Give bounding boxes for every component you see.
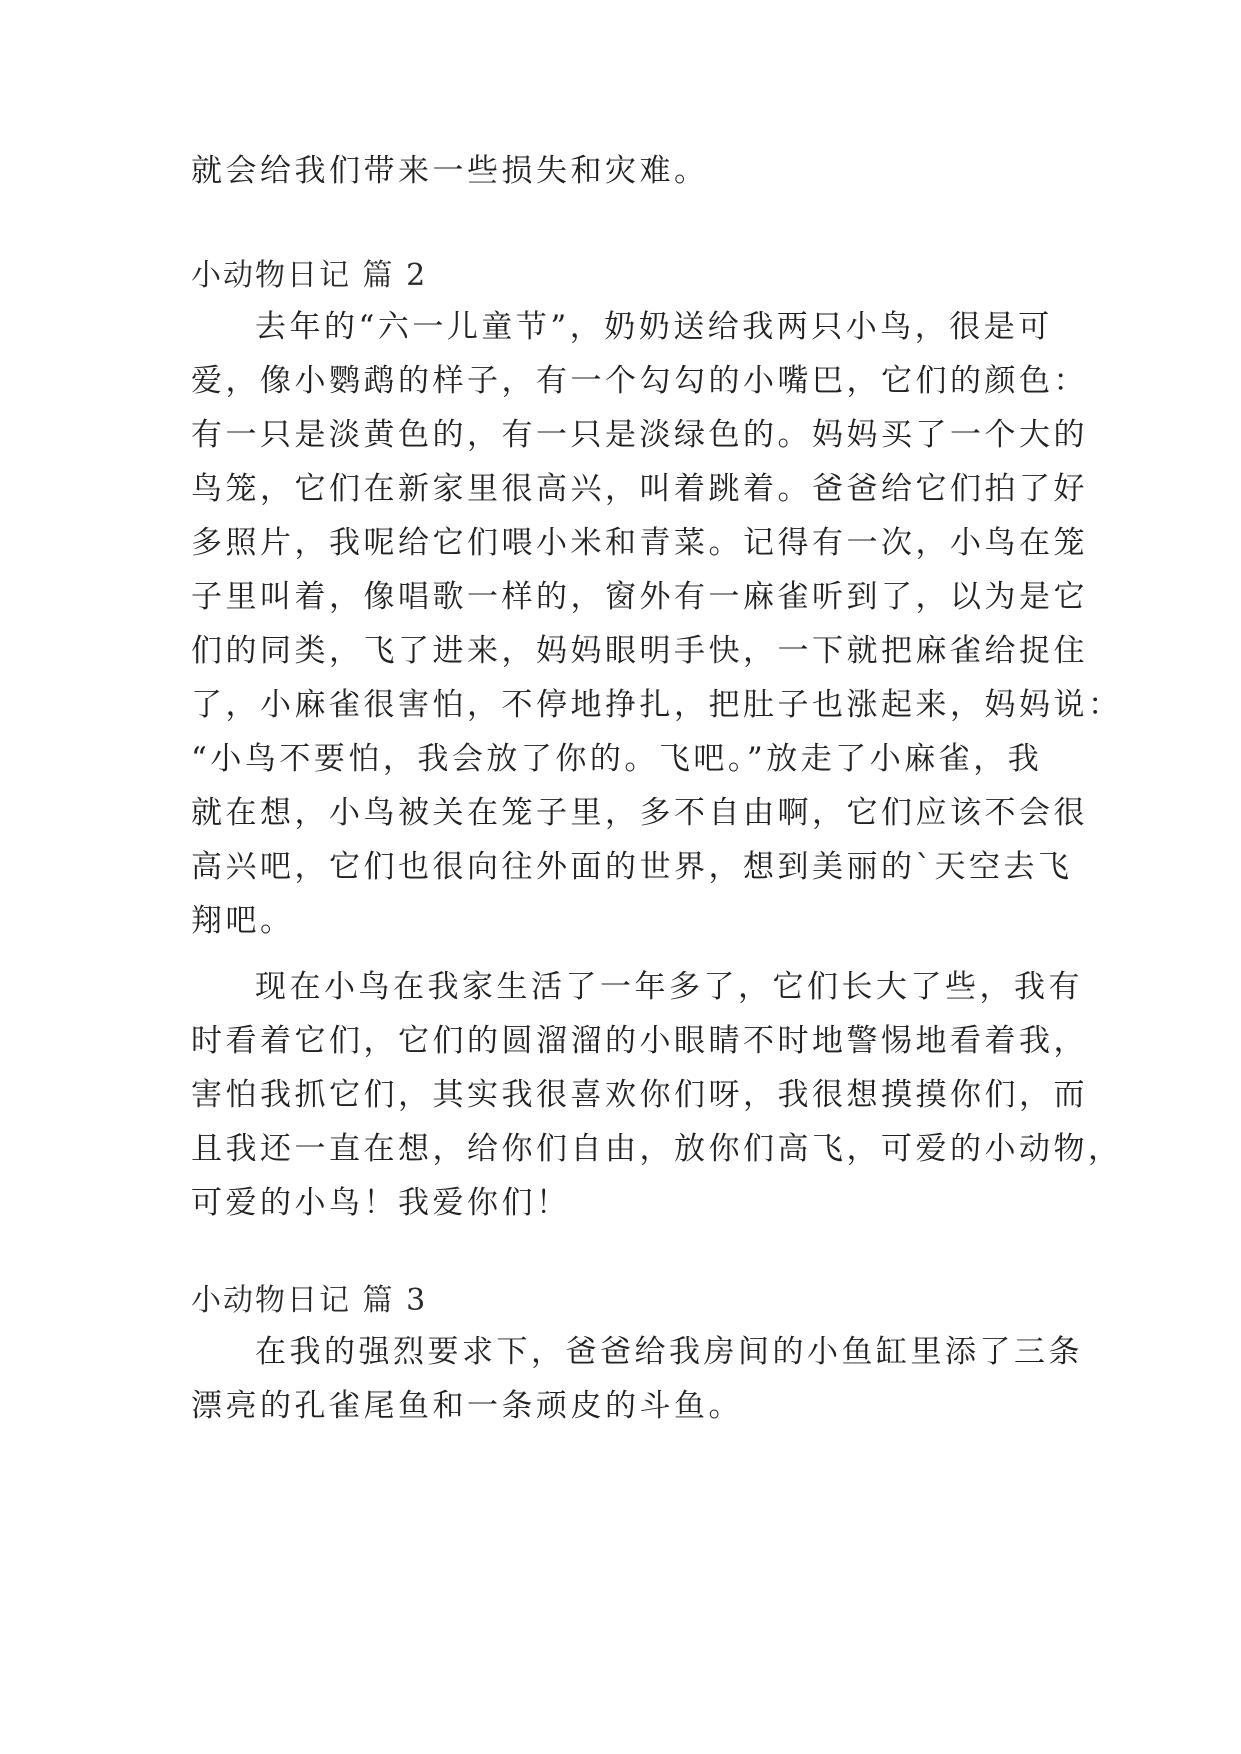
paragraph-line: 漂亮的孔雀尾鱼和一条顽皮的斗鱼。 — [191, 1388, 743, 1424]
paragraph-line: 时看着它们，它们的圆溜溜的小眼睛不时地警惕地看着我， — [191, 1023, 1088, 1059]
paragraph-line: 就会给我们带来一些损失和灾难。 — [191, 153, 709, 189]
paragraph-line: 就在想，小鸟被关在笼子里，多不自由啊，它们应该不会很 — [191, 795, 1088, 831]
paragraph-line: 多照片，我呢给它们喂小米和青菜。记得有一次，小鸟在笼 — [191, 525, 1088, 561]
paragraph-line: 鸟笼，它们在新家里很高兴，叫着跳着。爸爸给它们拍了好 — [191, 471, 1088, 507]
paragraph-line: 翔吧。 — [191, 903, 295, 939]
paragraph-line: 有一只是淡黄色的，有一只是淡绿色的。妈妈买了一个大的 — [191, 417, 1088, 453]
paragraph-line: 可爱的小鸟！我爱你们！ — [191, 1185, 571, 1221]
paragraph-line: 在我的强烈要求下，爸爸给我房间的小鱼缸里添了三条 — [255, 1334, 1083, 1370]
paragraph-line: 且我还一直在想，给你们自由，放你们高飞，可爱的小动物， — [191, 1131, 1123, 1167]
section-title: 小动物日记 篇 3 — [191, 1283, 428, 1318]
paragraph-line: 们的同类，飞了进来，妈妈眼明手快，一下就把麻雀给捉住 — [191, 633, 1088, 669]
paragraph-line: 害怕我抓它们，其实我很喜欢你们呀，我很想摸摸你们，而 — [191, 1077, 1088, 1113]
paragraph-line: 高兴吧，它们也很向往外面的世界，想到美丽的`天空去飞 — [191, 849, 1073, 885]
paragraph-line: 去年的“六一儿童节”，奶奶送给我两只小鸟，很是可 — [255, 309, 1053, 345]
section-title: 小动物日记 篇 2 — [191, 258, 428, 293]
paragraph-line: 了，小麻雀很害怕，不停地挣扎，把肚子也涨起来，妈妈说： — [191, 687, 1123, 723]
paragraph-line: 爱，像小鹦鹉的样子，有一个勾勾的小嘴巴，它们的颜色： — [191, 363, 1088, 399]
paragraph-line: 子里叫着，像唱歌一样的，窗外有一麻雀听到了，以为是它 — [191, 579, 1088, 615]
paragraph-line: 现在小鸟在我家生活了一年多了，它们长大了些，我有 — [255, 969, 1083, 1005]
paragraph-line: “小鸟不要怕，我会放了你的。飞吧。”放走了小麻雀，我 — [191, 741, 1043, 777]
